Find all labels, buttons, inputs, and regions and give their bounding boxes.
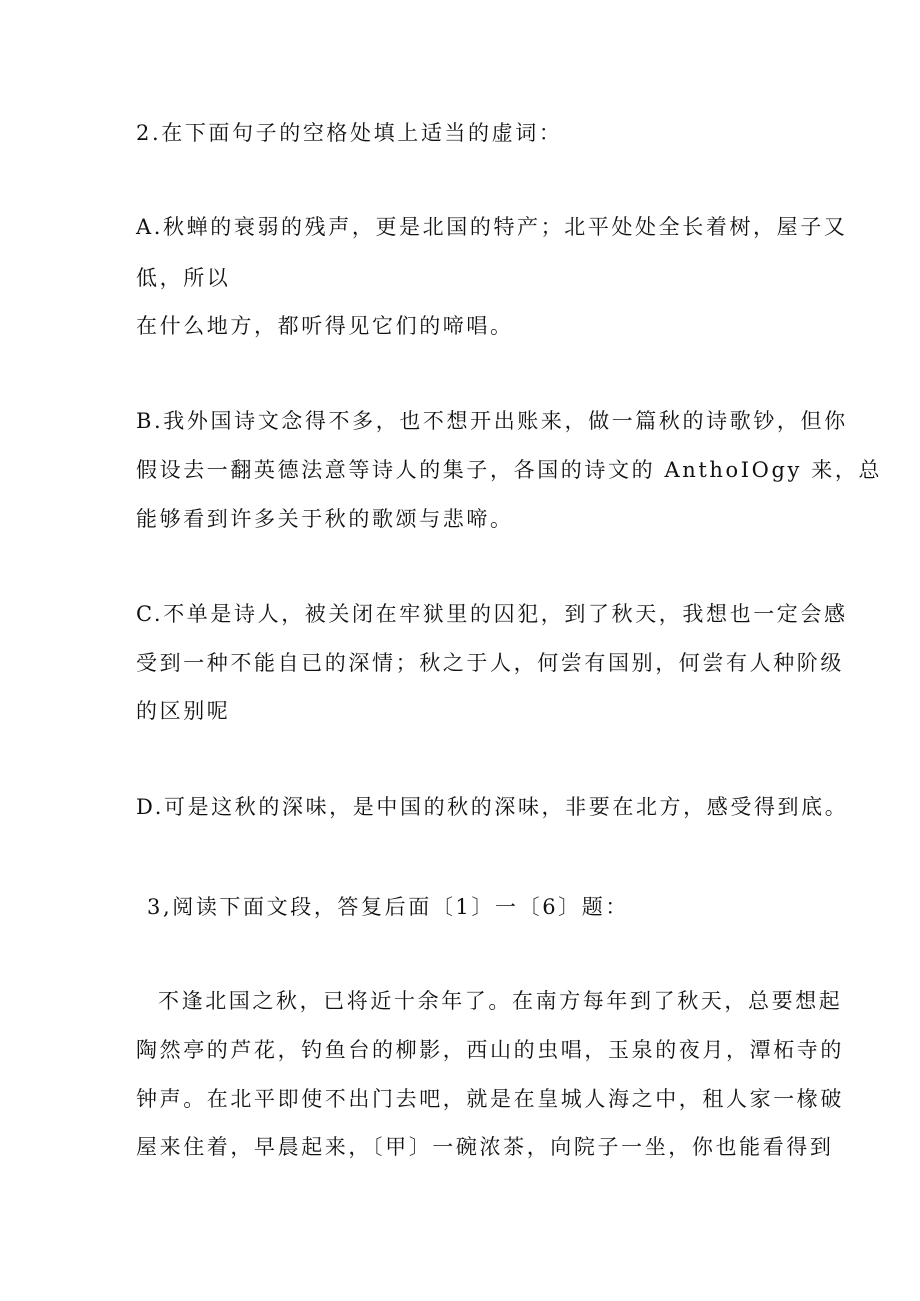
option-b-line-1: B.我外国诗文念得不多，也不想开出账来，做一篇秋的诗歌钞，但你 — [136, 409, 848, 433]
option-d-line-1: D.可是这秋的深味，是中国的秋的深味，非要在北方，感受得到底。 — [136, 795, 849, 819]
option-c-line-3: 的区别呢 — [136, 699, 231, 723]
option-a-line-3: 在什么地方，都听得见它们的啼唱。 — [136, 314, 514, 338]
passage-line-1: 不逢北国之秋，已将近十余年了。在南方每年到了秋天，总要想起 — [158, 989, 843, 1013]
passage-line-4: 屋来住着，早晨起来，〔甲〕一碗浓茶，向院子一坐，你也能看得到 — [136, 1135, 834, 1159]
option-a-line-1: A.秋蝉的衰弱的残声，更是北国的特产；北平处处全长着树，屋子又 — [136, 215, 848, 239]
question-2-heading: 2.在下面句子的空格处填上适当的虚词： — [136, 121, 563, 145]
passage-line-2: 陶然亭的芦花，钓鱼台的柳影，西山的虫唱，玉泉的夜月，潭柘寺的 — [136, 1038, 844, 1062]
option-c-line-1: C.不单是诗人，被关闭在牢狱里的囚犯，到了秋天，我想也一定会感 — [136, 602, 848, 626]
option-b-line-2: 假设去一翻英德法意等诗人的集子，各国的诗文的 AnthoIOgy 来，总 — [136, 458, 883, 482]
option-c-line-2: 受到一种不能自已的深情；秋之于人，何尝有国别，何尝有人种阶级 — [136, 651, 844, 675]
option-a-line-2: 低，所以 — [136, 266, 231, 290]
passage-line-3: 钟声。在北平即使不出门去吧，就是在皇城人海之中，租人家一椽破 — [136, 1087, 844, 1111]
option-b-line-3: 能够看到许多关于秋的歌颂与悲啼。 — [136, 507, 514, 531]
question-3-heading: 3,阅读下面文段，答复后面〔1〕一〔6〕题： — [147, 895, 629, 919]
